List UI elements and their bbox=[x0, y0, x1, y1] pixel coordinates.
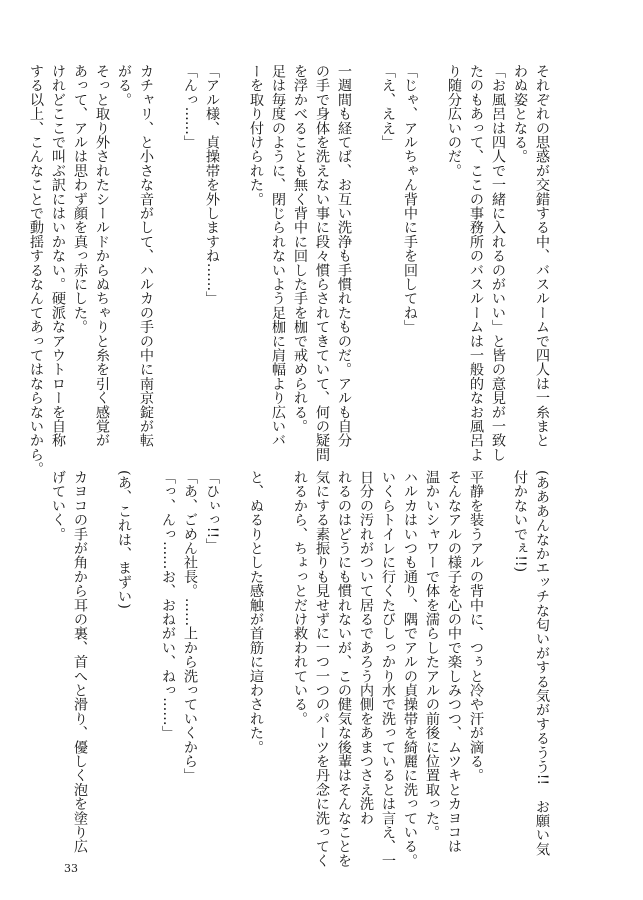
text-line: 「アル様、貞操帯を外しますね……」 bbox=[204, 64, 220, 306]
text-line: 平静を装うアルの背中に、つぅと冷や汗が滴る。 bbox=[468, 470, 484, 783]
page-number: 33 bbox=[64, 862, 78, 875]
text-line: 「お風呂は四人で一緒に入れるのがいい」と皆の意見が一致し bbox=[490, 64, 506, 462]
text-line: 温かいシャワーで体を濡らしたアルの前後に位置取った。 bbox=[424, 470, 440, 840]
text-line: れるから、ちょっとだけ救われている。 bbox=[292, 470, 308, 726]
text-block-lower bbox=[50, 470, 553, 868]
text-line: げていく。 bbox=[50, 470, 66, 541]
text-line: れるのはどうにも慣れないが、この健気な後輩はそんなことを bbox=[336, 470, 352, 868]
text-line bbox=[267, 470, 289, 810]
text-line: たのもあって、ここの事務所のバスルームは一般的なお風呂よ bbox=[468, 64, 484, 462]
text-line: (あああんなかエッチな匂いがする気がするうう!! お願い気 bbox=[534, 470, 550, 857]
text-line bbox=[355, 64, 377, 444]
text-line: そっと取り外されたシールドからぬちゃりと糸を引く感覚が bbox=[94, 64, 110, 448]
text-line: 「っ、んっ……お、おねがい、ねっ……」 bbox=[160, 470, 176, 740]
text-line: いくらトイレに行くたびしっかり水で洗っているとは言え、一 bbox=[380, 470, 396, 868]
text-line: けれどここで叫ぶ訳にはいかない。硬派なアウトローを自称 bbox=[50, 64, 66, 448]
text-line: 「じゃ、アルちゃん背中に手を回してね」 bbox=[402, 64, 418, 334]
text-line bbox=[487, 470, 509, 810]
text-line: と、ぬるりとした感触が首筋に這わされた。 bbox=[248, 470, 264, 754]
text-line: する以上、こんなことで動揺するなんてあってはならないから。 bbox=[28, 64, 44, 476]
text-line: がる。 bbox=[116, 64, 132, 107]
text-line: 気にする素振りも見せずに一つ一つのパーツを丹念に洗ってく bbox=[314, 470, 330, 868]
text-line: 一週間も経てば、お互い洗浄も手慣れたものだ。アルも自分 bbox=[336, 64, 352, 448]
text-line bbox=[223, 64, 245, 444]
text-line: それぞれの思惑が交錯する中、バスルームで四人は一糸まと bbox=[534, 64, 550, 448]
text-line: 付かないでぇ!!) bbox=[512, 470, 528, 573]
text-line: 「ひぃっ!!」 bbox=[204, 470, 220, 553]
text-line: ーを取り付けられた。 bbox=[248, 64, 264, 206]
text-line bbox=[223, 470, 245, 810]
text-line: カヨコの手が角から耳の裏、首へと滑り、優しく泡を塗り広 bbox=[72, 470, 88, 854]
text-line: 「え、ええ」 bbox=[380, 64, 396, 150]
text-line: の手で身体を洗えない事に段々慣らされてきていて、何の疑問 bbox=[314, 64, 330, 462]
text-line bbox=[135, 470, 157, 810]
text-line: そんなアルの様子を心の中で楽しみつつ、ムツキとカヨコは bbox=[446, 470, 462, 854]
text-line bbox=[157, 64, 179, 444]
text-line: り随分広いのだ。 bbox=[446, 64, 462, 178]
text-line: わぬ姿となる。 bbox=[512, 64, 528, 164]
text-line bbox=[91, 470, 113, 810]
text-line bbox=[421, 64, 443, 444]
text-line: あって、アルは思わず顔を真っ赤にした。 bbox=[72, 64, 88, 334]
text-line: 日分の汚れがついて居るであろう内側をあまつさえ洗わ bbox=[358, 470, 374, 825]
text-line: (あ、これは、まずい) bbox=[116, 470, 132, 609]
text-line: カチャリ、と小さな音がして、ハルカの手の中に南京錠が転 bbox=[138, 64, 154, 448]
text-line: を浮かべることも無く背中に回した手を枷で戒められる。 bbox=[292, 64, 308, 434]
text-block-upper bbox=[28, 64, 553, 476]
text-line: ハルカはいつも通り、隅でアルの貞操帯を綺麗に洗っている。 bbox=[402, 470, 418, 868]
text-line: 「あ、ごめん社長。……上から洗っていくから」 bbox=[182, 470, 198, 783]
text-line: 足は毎度のように、閉じられないよう足枷に肩幅より広いバ bbox=[270, 64, 286, 448]
text-line: 「んっ……」 bbox=[182, 64, 198, 150]
